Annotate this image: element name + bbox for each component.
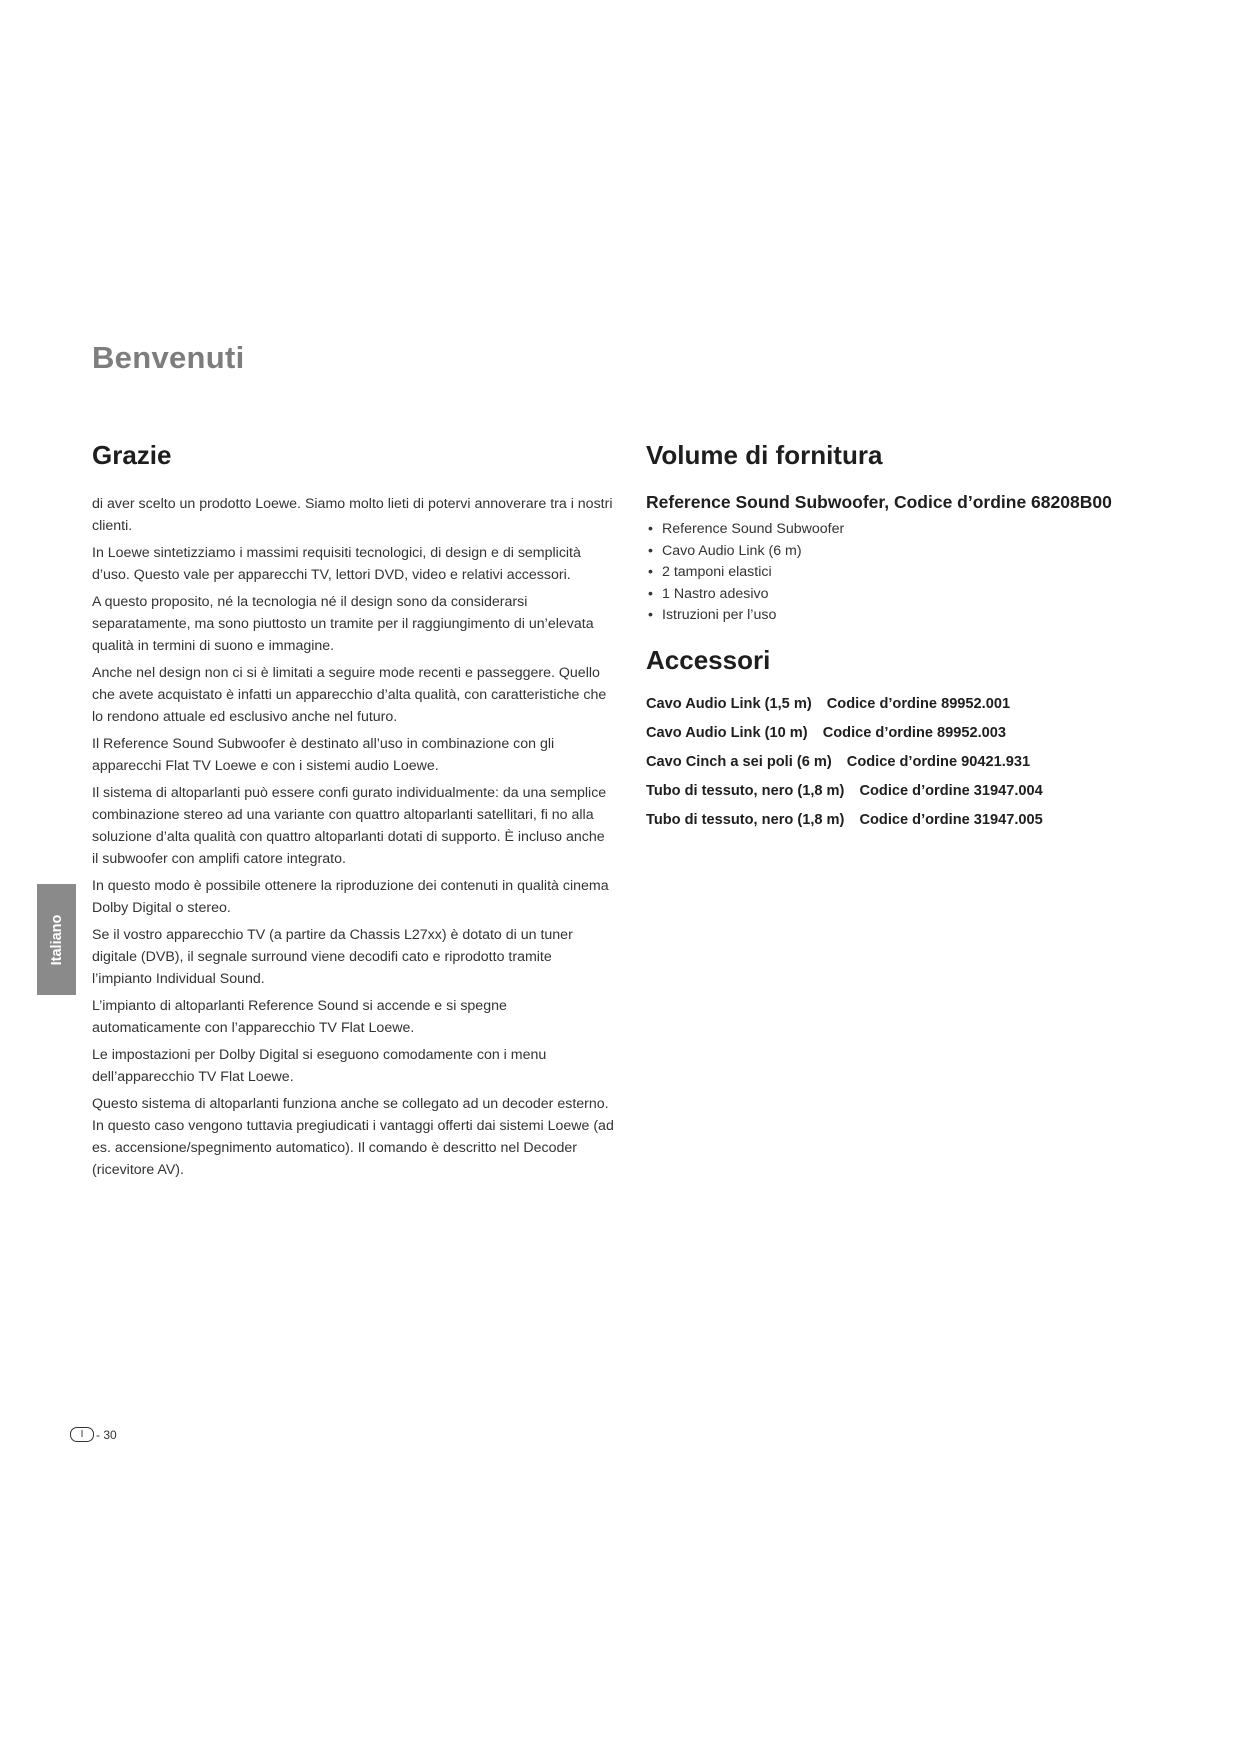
paragraph: A questo proposito, né la tecnologia né il design sono da considerarsi separatamente, ma sono piuttosto un tramite per il raggiungimento di un’elevata qualità in termini di suono e immagine. (92, 594, 594, 654)
list-item: • 2 tamponi elastici (646, 562, 1166, 584)
list-item: • Cavo Audio Link (6 m) (646, 541, 1166, 563)
paragraph: Anche nel design non ci si è limitati a seguire mode recenti e passeggere. Quello che avete acquistato è infatti un apparecchio d’alta qualità, con caratteristiche che lo rendono attuale ed esclusivo anche nel futuro. (92, 665, 607, 725)
accessory-row (646, 810, 1166, 831)
accessory-code: Codice d’ordine 89952.003 (822, 724, 1007, 741)
paragraph: Se il vostro apparecchio TV (a partire da Chassis L27xx) è dotato di un tuner digitale (DVB), il segnale surround viene decodifi cato e riprodotto tramite l’impianto Individual Sound. (92, 927, 573, 987)
accessori-heading: Accessori (646, 644, 771, 675)
grazie-heading: Grazie (92, 440, 172, 470)
page-number (70, 1427, 117, 1442)
language-badge-icon: I (70, 1427, 94, 1442)
page-number-text: - 30 (96, 1427, 117, 1442)
accessory-name: Tubo di tessuto, nero (1,8 m) (646, 782, 845, 799)
accessory-name: Cavo Audio Link (10 m) (646, 724, 808, 741)
paragraph: di aver scelto un prodotto Loewe. Siamo molto lieti di potervi annoverare tra i nostri clienti. (92, 496, 613, 534)
paragraph: In questo modo è possibile ottenere la riproduzione dei contenuti in qualità cinema Dolby Digital o stereo. (92, 878, 609, 916)
paragraph: Il Reference Sound Subwoofer è destinato all’uso in combinazione con gli apparecchi Flat TV Loewe e con i sistemi audio Loewe. (92, 736, 555, 774)
list-item: • Reference Sound Subwoofer (646, 519, 1166, 541)
paragraph: Il sistema di altoparlanti può essere confi gurato individualmente: da una semplice combinazione stereo ad una variante con quattro altoparlanti satellitari, fi no alla soluzione d’alta qualità con quattro altoparlanti dotati di supporto. È incluso anche il subwoofer con amplifi catore integrato. (92, 785, 607, 867)
product-heading: Reference Sound Subwoofer, Codice d’ordine 68208B00 (646, 492, 1112, 512)
accessory-code: Codice d’ordine 31947.004 (859, 782, 1043, 799)
accessory-row (646, 723, 1166, 744)
list-item: • 1 Nastro adesivo (646, 584, 1166, 606)
accessories-list (646, 694, 1166, 831)
paragraph: In Loewe sintetizziamo i massimi requisiti tecnologici, di design e di semplicità d’uso. Questo vale per apparecchi TV, lettori DVD, video e relativi accessori. (92, 545, 581, 583)
accessory-name: Tubo di tessuto, nero (1,8 m) (646, 811, 845, 828)
paragraph: Questo sistema di altoparlanti funziona anche se collegato ad un decoder esterno. In questo caso vengono tuttavia pregiudicati i vantaggi offerti dai sistemi Loewe (ad es. accensione/spegnimento automatico). Il comando è descritto nel Decoder (ricevitore AV). (92, 1096, 614, 1178)
accessory-name: Cavo Audio Link (1,5 m) (646, 695, 812, 712)
page-title: Benvenuti (92, 340, 245, 375)
left-column (92, 440, 614, 1186)
intro-text (92, 493, 614, 1181)
delivery-items-list (646, 519, 1166, 627)
accessory-row (646, 694, 1166, 715)
accessory-code: Codice d’ordine 90421.931 (846, 753, 1031, 770)
right-column (646, 440, 1166, 839)
accessory-row (646, 752, 1166, 773)
paragraph: L’impianto di altoparlanti Reference Sound si accende e si spegne automaticamente con l’apparecchio TV Flat Loewe. (92, 998, 507, 1036)
accessory-code: Codice d’ordine 31947.005 (859, 811, 1043, 828)
paragraph: Le impostazioni per Dolby Digital si eseguono comodamente con i menu dell’apparecchio TV Flat Loewe. (92, 1047, 547, 1085)
language-label: Italiano (48, 914, 65, 965)
language-side-tab (37, 884, 76, 995)
accessory-row (646, 781, 1166, 802)
volume-di-fornitura-heading: Volume di fornitura (646, 440, 883, 470)
accessory-code: Codice d’ordine 89952.001 (826, 695, 1011, 712)
accessory-name: Cavo Cinch a sei poli (6 m) (646, 753, 832, 770)
list-item: • Istruzioni per l’uso (646, 605, 1166, 627)
